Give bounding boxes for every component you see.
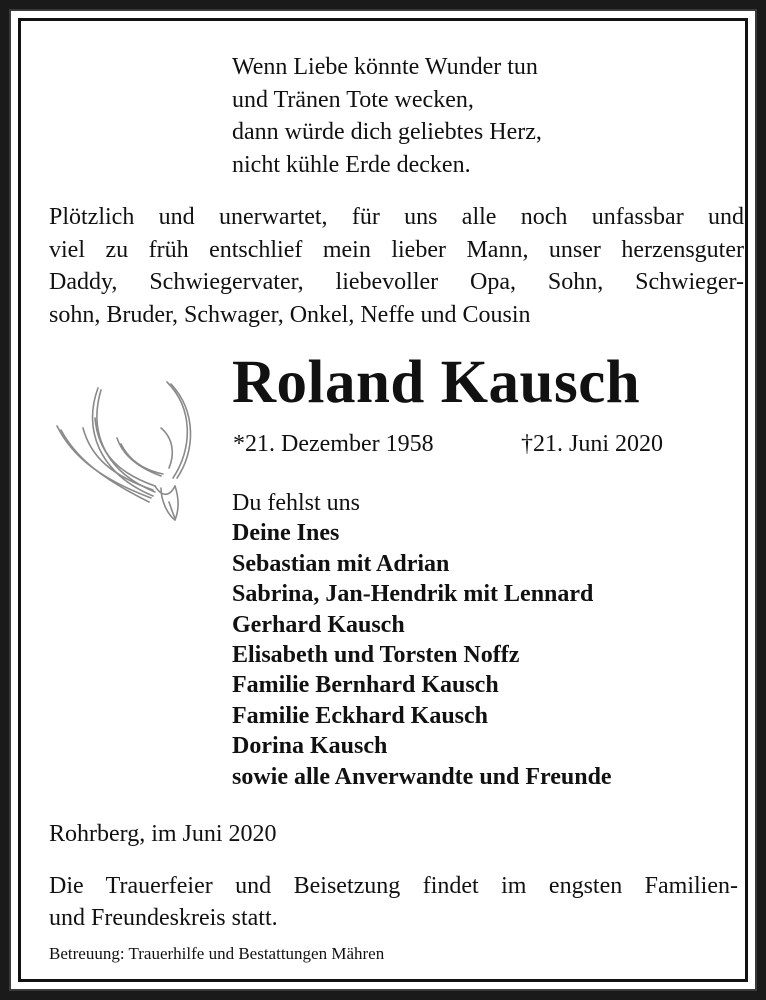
poem-line: Wenn Liebe könnte Wunder tun (232, 54, 538, 80)
poem-line: und Tränen Tote wecken, (232, 86, 474, 113)
death-date: †21. Juni 2020 (521, 431, 664, 457)
intro-line: Daddy, Schwiegervater, liebevoller Opa, Sohn, Schwieger- (49, 269, 744, 295)
mourner: Sebastian mit Adrian (232, 550, 450, 577)
mourner: Familie Bernhard Kausch (232, 672, 499, 699)
mourner: Dorina Kausch (232, 733, 388, 760)
dove-icon (43, 368, 208, 523)
birth-date: *21. Dezember 1958 (233, 431, 434, 457)
mourner: sowie alle Anverwandte und Freunde (232, 763, 612, 790)
poem (232, 51, 542, 181)
mourner: Deine Ines (232, 520, 340, 547)
ceremony-line: und Freundeskreis statt. (49, 905, 278, 931)
poem-line: nicht kühle Erde decken. (232, 151, 471, 178)
ceremony-notice (49, 870, 738, 934)
intro-line: Plötzlich und unerwartet, für uns alle noch unfassbar und (49, 204, 744, 230)
mourner: Gerhard Kausch (232, 611, 405, 638)
care-note: Betreuung: Trauerhilfe und Bestattungen Mähren (49, 944, 385, 963)
mourner: Familie Eckhard Kausch (232, 702, 489, 729)
mourner: Sabrina, Jan-Hendrik mit Lennard (232, 581, 594, 608)
ceremony-line: Die Trauerfeier und Beisetzung findet im engsten Familien- (49, 873, 738, 899)
intro-line: sohn, Bruder, Schwager, Onkel, Neffe und Cousin (49, 301, 531, 328)
mourners-list (232, 488, 612, 792)
obituary-notice (9, 9, 757, 991)
intro-line: viel zu früh entschlief mein lieber Mann, unser herzensguter (49, 236, 744, 263)
mourners-greeting: Du fehlst uns (232, 490, 360, 516)
deceased-name: Roland Kausch (232, 349, 641, 416)
intro-text (49, 201, 744, 331)
place-date: Rohrberg, im Juni 2020 (49, 821, 277, 847)
mourner: Elisabeth und Torsten Noffz (232, 642, 520, 669)
poem-line: dann würde dich geliebtes Herz, (232, 119, 542, 145)
notice-frame (18, 18, 748, 982)
